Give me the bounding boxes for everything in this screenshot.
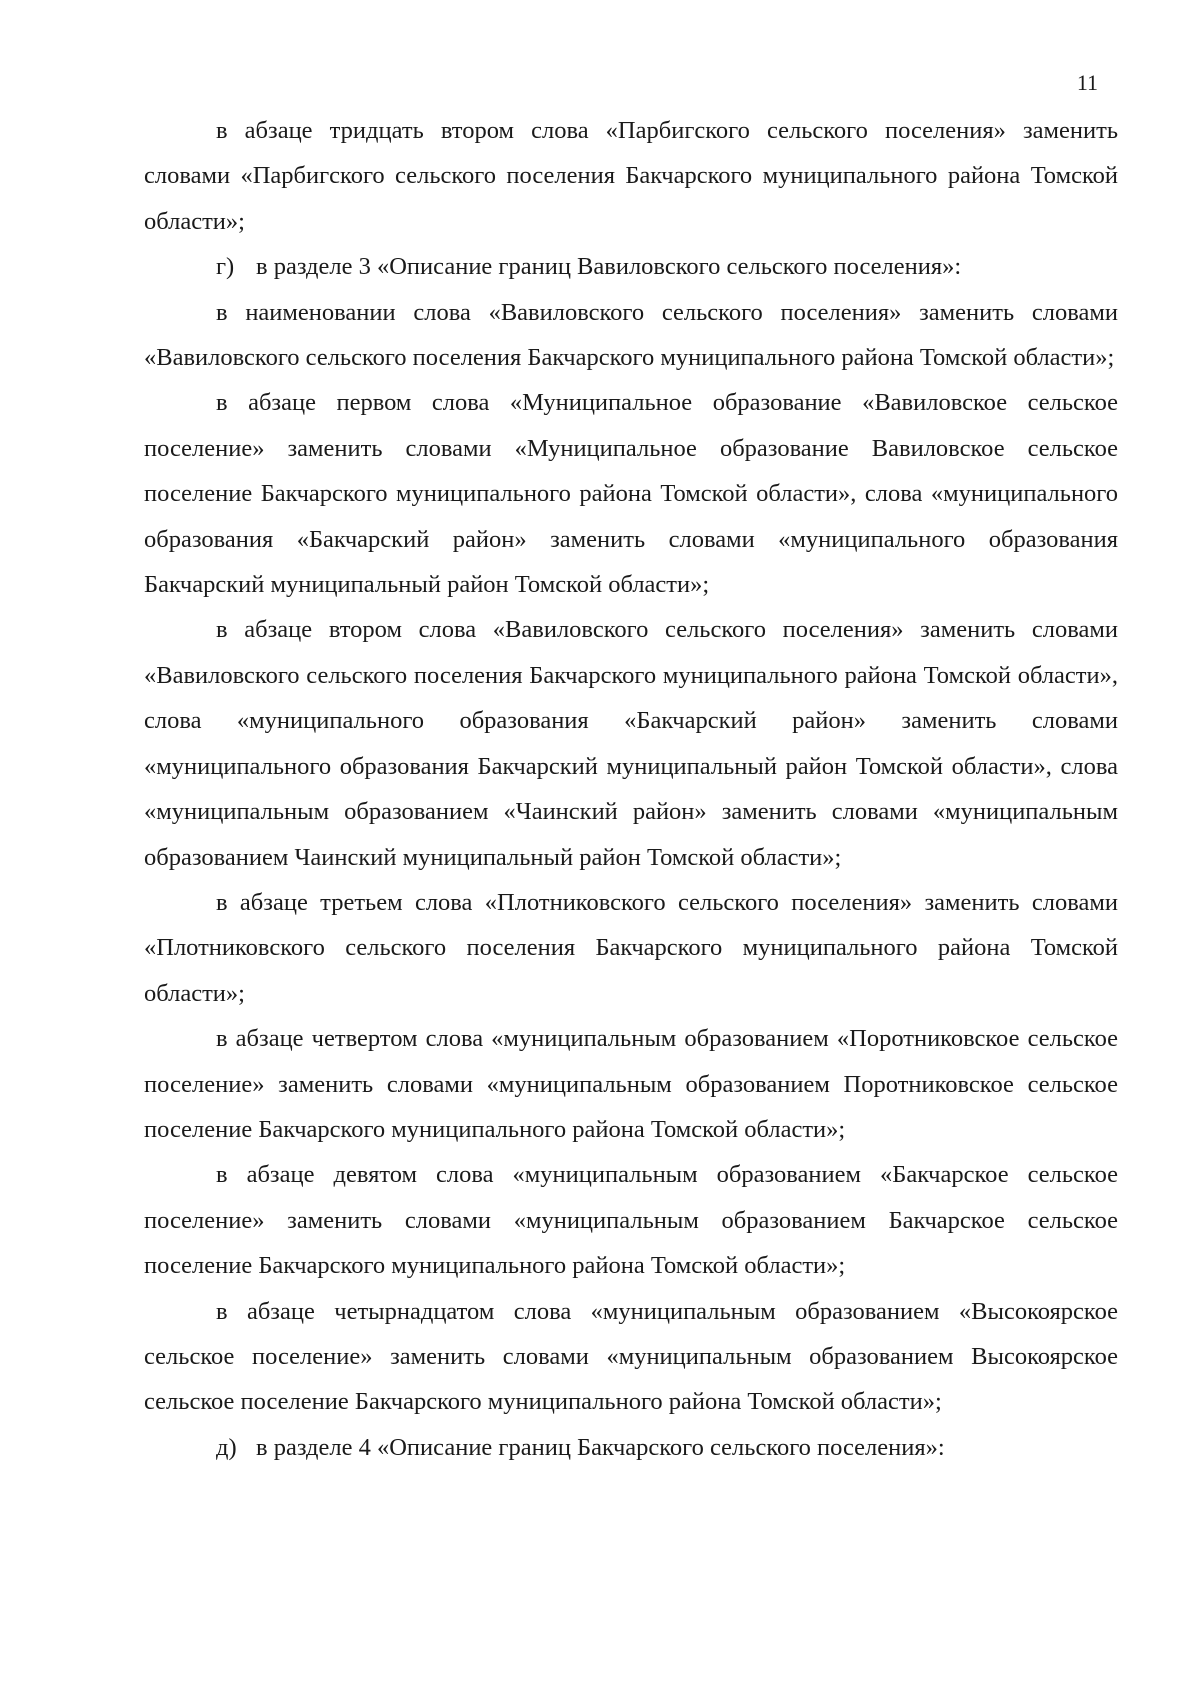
paragraph-text: в абзаце четырнадцатом слова «муниципальным образованием «Высокоярское сельское поселение» заменить словами «муниципальным образованием Высокоярское сельское поселение Бакчарского муниципального района Томской области»; <box>144 1297 1118 1416</box>
paragraph-abzac-4 <box>144 1016 1118 1152</box>
list-item-label: д) <box>216 1433 237 1461</box>
paragraph-naimenovanie <box>144 290 1118 381</box>
paragraph-text: в абзаце втором слова «Вавиловского сельского поселения» заменить словами «Вавиловского сельского поселения Бакчарского муниципального района Томской области», слова «муниципального образования «Бакчарский район» заменить словами «муниципального образования Бакчарский муниципальный район Томской области», слова «муниципальным образованием «Чаинский район» заменить словами «муниципальным образованием Чаинский муниципальный район Томской области»; <box>144 616 1118 871</box>
paragraph-abzac-1 <box>144 380 1118 607</box>
paragraph-abzac-32 <box>144 108 1118 244</box>
paragraph-text: в абзаце третьем слова «Плотниковского сельского поселения» заменить словами «Плотниковского сельского поселения Бакчарского муниципального района Томской области»; <box>144 888 1118 1007</box>
paragraph-abzac-2 <box>144 607 1118 879</box>
page-number: 11 <box>1076 70 1098 95</box>
list-item-d <box>144 1425 1118 1470</box>
paragraph-abzac-9 <box>144 1152 1118 1288</box>
paragraph-abzac-14 <box>144 1289 1118 1425</box>
paragraph-text: в разделе 4 «Описание границ Бакчарского сельского поселения»: <box>256 1433 945 1461</box>
paragraph-abzac-3 <box>144 880 1118 1016</box>
paragraph-text: в разделе 3 «Описание границ Вавиловского сельского поселения»: <box>256 253 962 281</box>
list-item-g <box>144 244 1118 289</box>
paragraph-text: в наименовании слова «Вавиловского сельского поселения» заменить словами «Вавиловского сельского поселения Бакчарского муниципального района Томской области»; <box>144 298 1118 372</box>
list-item-label: г) <box>216 253 235 281</box>
paragraph-text: в абзаце первом слова «Муниципальное образование «Вавиловское сельское поселение» заменить словами «Муниципальное образование Вавиловское сельское поселение Бакчарского муниципального района Томской области», слова «муниципального образования «Бакчарский район» заменить словами «муниципального образования Бакчарский муниципальный район Томской области»; <box>144 389 1118 599</box>
document-body <box>144 108 1118 1470</box>
paragraph-text: в абзаце тридцать втором слова «Парбигского сельского поселения» заменить словами «Парбигского сельского поселения Бакчарского муниципального района Томской области»; <box>144 117 1118 235</box>
paragraph-text: в абзаце девятом слова «муниципальным образованием «Бакчарское сельское поселение» заменить словами «муниципальным образованием Бакчарское сельское поселение Бакчарского муниципального района Томской области»; <box>144 1161 1118 1280</box>
paragraph-text: в абзаце четвертом слова «муниципальным образованием «Поротниковское сельское поселение» заменить словами «муниципальным образованием Поротниковское сельское поселение Бакчарского муниципального района Томской области»; <box>144 1025 1118 1143</box>
